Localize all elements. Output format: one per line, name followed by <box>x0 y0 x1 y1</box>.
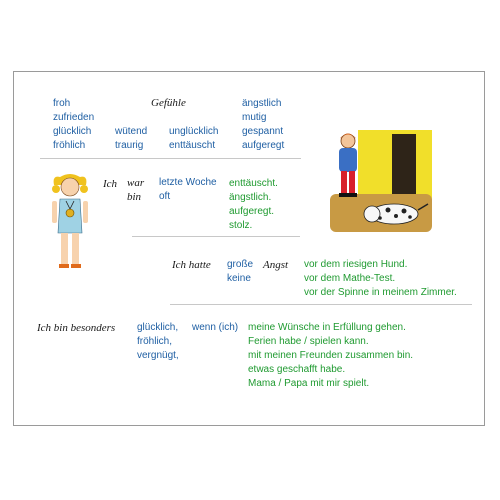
verb-option: war <box>127 177 145 189</box>
object-option: vor der Spinne in meinem Zimmer. <box>304 287 457 298</box>
adjective-option: vergnügt, <box>137 350 179 361</box>
vocab-word: enttäuscht <box>169 140 216 151</box>
noun-label: Angst <box>263 259 289 271</box>
vocab-word: glücklich <box>53 126 92 137</box>
object-option: vor dem riesigen Hund. <box>304 259 408 270</box>
vocab-word: mutig <box>242 112 267 123</box>
time-option: letzte Woche <box>159 177 217 188</box>
vocab-word: traurig <box>115 140 144 151</box>
divider <box>132 236 300 237</box>
size-option: keine <box>227 273 251 284</box>
adjective-option: glücklich, <box>137 322 179 333</box>
adjective-option: stolz. <box>229 220 253 231</box>
clause-option: mit meinen Freunden zusammen bin. <box>248 350 414 361</box>
clause-option: meine Wünsche in Erfüllung gehen. <box>248 322 406 333</box>
vocab-word: froh <box>53 98 71 109</box>
subject-label: Ich <box>103 178 118 190</box>
vocab-word: aufgeregt <box>242 140 285 151</box>
vocab-word: wütend <box>115 126 148 137</box>
adjective-option: ängstlich. <box>229 192 272 203</box>
verb-option: bin <box>127 191 142 203</box>
clause-option: Mama / Papa mit mir spielt. <box>248 378 370 389</box>
time-option: oft <box>159 191 171 202</box>
phrase-label: Ich bin besonders <box>37 322 116 334</box>
vocab-word: gespannt <box>242 126 284 137</box>
object-option: vor dem Mathe-Test. <box>304 273 396 284</box>
adjective-option: fröhlich, <box>137 336 173 347</box>
girl-with-medal-illustration <box>48 173 92 271</box>
adjective-option: enttäuscht. <box>229 178 278 189</box>
vocab-word: zufrieden <box>53 112 95 123</box>
conjunction-label: wenn (ich) <box>192 322 239 333</box>
divider <box>40 158 301 159</box>
divider <box>170 304 472 305</box>
worksheet-card <box>13 71 485 426</box>
boy-with-dog-illustration <box>330 128 432 232</box>
vocab-title: Gefühle <box>151 97 186 109</box>
vocab-word: fröhlich <box>53 140 86 151</box>
clause-option: Ferien habe / spielen kann. <box>248 336 369 347</box>
size-option: große <box>227 259 254 270</box>
clause-option: etwas geschafft habe. <box>248 364 346 375</box>
phrase-label: Ich hatte <box>172 259 211 271</box>
adjective-option: aufgeregt. <box>229 206 275 217</box>
vocab-word: ängstlich <box>242 98 282 109</box>
vocab-word: unglücklich <box>169 126 219 137</box>
